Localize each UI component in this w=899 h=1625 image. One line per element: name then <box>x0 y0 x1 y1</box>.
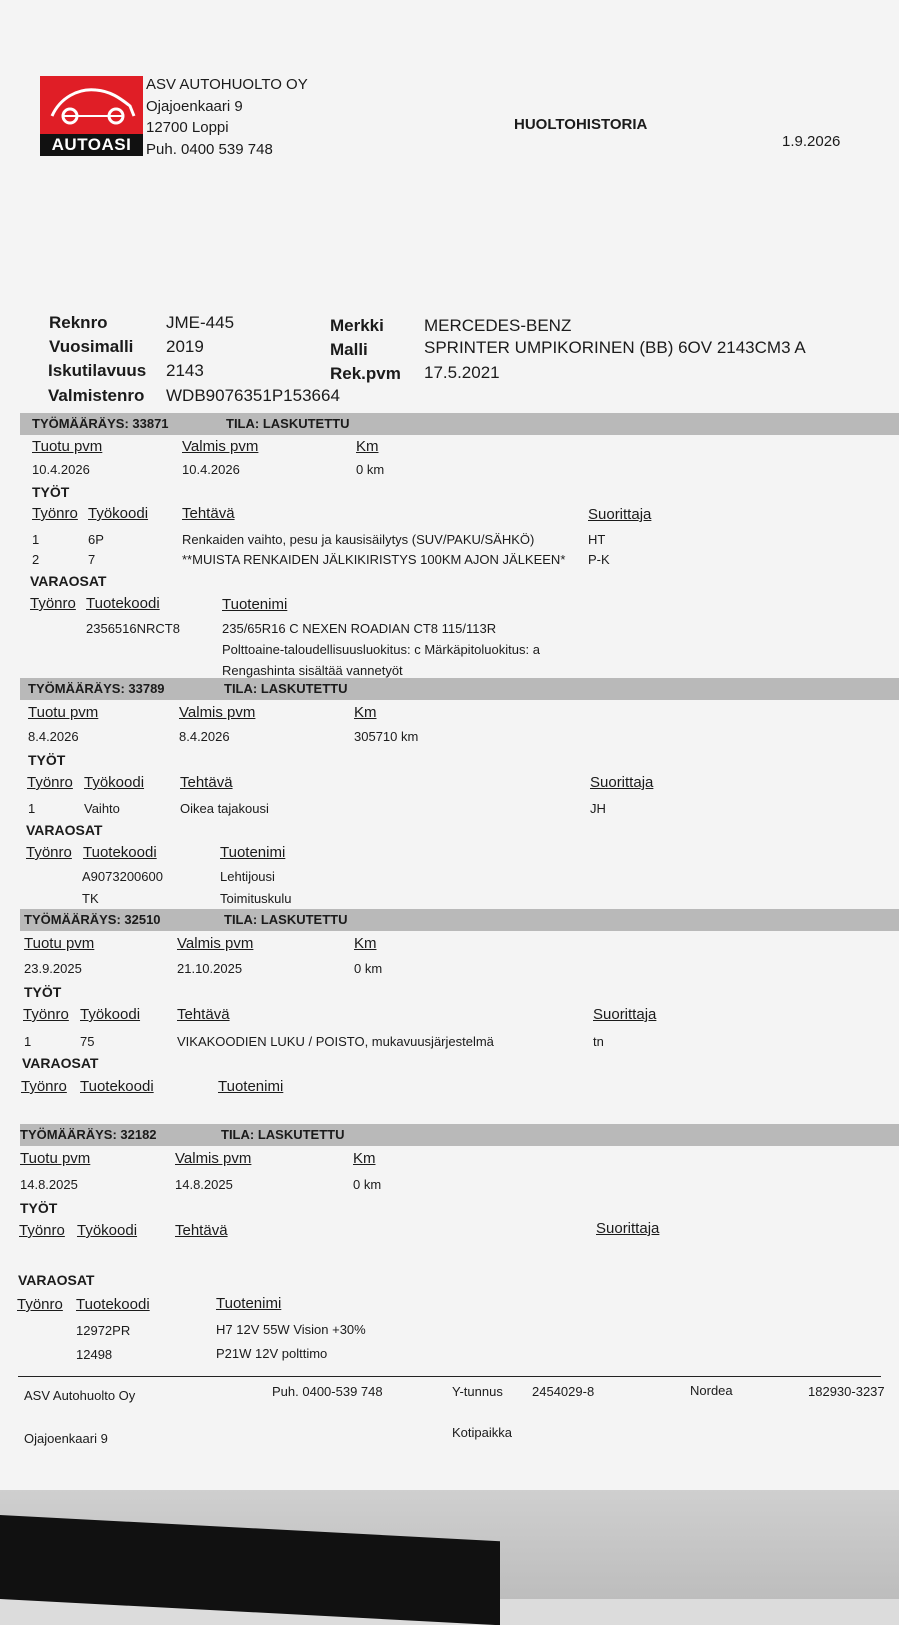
valmis-header: Valmis pvm <box>175 1150 252 1167</box>
suorittaja-header: Suorittaja <box>593 1006 657 1023</box>
work-order-header <box>20 413 899 435</box>
footer-divider <box>18 1376 881 1377</box>
tyot-heading: TYÖT <box>32 484 70 500</box>
tuotenimi-header: Tuotenimi <box>218 1078 284 1095</box>
vuosimalli-label: Vuosimalli <box>49 337 134 356</box>
tyonro-header: Työnro <box>19 1222 65 1239</box>
varaosat-heading: VARAOSAT <box>22 1055 99 1071</box>
valmis-value: 8.4.2026 <box>179 729 230 744</box>
valmistenro-label: Valmistenro <box>48 386 145 405</box>
tuotu-value: 23.9.2025 <box>24 961 82 976</box>
part-name: P21W 12V polttimo <box>216 1346 328 1361</box>
suorittaja-header: Suorittaja <box>588 506 652 523</box>
footer-bank: Nordea <box>690 1383 733 1398</box>
part-name: Rengashinta sisältää vannetyöt <box>222 663 403 678</box>
job-performer: P-K <box>588 552 610 567</box>
km-header: Km <box>354 704 377 721</box>
logo-text: AUTOASI <box>40 134 143 156</box>
km-value: 0 km <box>354 961 383 976</box>
tuotu-header: Tuotu pvm <box>20 1150 91 1167</box>
part-name: Polttoaine-taloudellisuusluokitus: c Märkäpitoluokitus: a <box>222 642 540 657</box>
reknro-value: JME-445 <box>166 313 235 332</box>
job-task: **MUISTA RENKAIDEN JÄLKIKIRISTYS 100KM AJON JÄLKEEN* <box>182 552 566 567</box>
tuotu-header: Tuotu pvm <box>28 704 99 721</box>
car-icon <box>40 76 143 134</box>
tyonro-header: Työnro <box>27 774 73 791</box>
part-name: Lehtijousi <box>220 869 275 884</box>
footer-company: ASV Autohuolto Oy <box>24 1388 136 1403</box>
job-code: 6P <box>88 532 104 547</box>
tyot-heading: TYÖT <box>28 752 66 768</box>
suorittaja-header: Suorittaja <box>596 1220 660 1237</box>
valmis-value: 21.10.2025 <box>177 961 243 976</box>
footer-phone: Puh. 0400-539 748 <box>272 1384 383 1399</box>
job-performer: JH <box>590 801 606 816</box>
tyot-heading: TYÖT <box>24 984 62 1000</box>
valmis-header: Valmis pvm <box>179 704 256 721</box>
order-status: TILA: LASKUTETTU <box>221 1127 345 1142</box>
work-order-header <box>20 909 899 931</box>
tyokoodi-header: Työkoodi <box>80 1006 141 1023</box>
tehtava-header: Tehtävä <box>180 774 233 791</box>
work-order-header <box>20 1124 899 1146</box>
tuotenimi-header: Tuotenimi <box>222 596 288 613</box>
order-status: TILA: LASKUTETTU <box>226 416 350 431</box>
varaosat-heading: VARAOSAT <box>26 822 103 838</box>
iskutilavuus-value: 2143 <box>166 361 204 380</box>
document-title: HUOLTOHISTORIA <box>514 116 648 133</box>
job-code: Vaihto <box>84 801 120 816</box>
document-date: 1.9.2026 <box>782 133 841 150</box>
iskutilavuus-label: Iskutilavuus <box>48 361 147 380</box>
footer-kotipaikka: Kotipaikka <box>452 1425 512 1440</box>
part-code: 2356516NRCT8 <box>86 621 180 636</box>
job-task: VIKAKOODIEN LUKU / POISTO, mukavuusjärjestelmä <box>177 1034 494 1049</box>
job-task: Oikea tajakousi <box>180 801 269 816</box>
valmis-header: Valmis pvm <box>182 438 259 455</box>
tehtava-header: Tehtävä <box>175 1222 228 1239</box>
tyonro-header: Työnro <box>21 1078 67 1095</box>
job-code: 75 <box>80 1034 95 1049</box>
valmis-header: Valmis pvm <box>177 935 254 952</box>
tyonro-header: Työnro <box>30 595 76 612</box>
km-header: Km <box>354 935 377 952</box>
km-value: 0 km <box>356 462 385 477</box>
job-nro: 2 <box>32 552 40 567</box>
tuotenimi-header: Tuotenimi <box>220 844 286 861</box>
company-city: 12700 Loppi <box>146 119 229 136</box>
part-name: Toimituskulu <box>220 891 292 906</box>
job-performer: HT <box>588 532 606 547</box>
order-number: TYÖMÄÄRÄYS: 33871 <box>32 416 169 431</box>
malli-value: SPRINTER UMPIKORINEN (BB) 6OV 2143CM3 A <box>424 338 806 357</box>
tuotu-header: Tuotu pvm <box>32 438 103 455</box>
footer-account: 182930-3237 <box>808 1384 885 1399</box>
rekpvm-value: 17.5.2021 <box>424 363 500 382</box>
tuotekoodi-header: Tuotekoodi <box>80 1078 154 1095</box>
tuotekoodi-header: Tuotekoodi <box>83 844 157 861</box>
part-code: TK <box>82 891 99 906</box>
company-street: Ojajoenkaari 9 <box>146 98 243 115</box>
reknro-label: Reknro <box>49 313 108 332</box>
part-code: 12498 <box>76 1347 113 1362</box>
suorittaja-header: Suorittaja <box>590 774 654 791</box>
company-phone: Puh. 0400 539 748 <box>146 141 273 158</box>
order-number: TYÖMÄÄRÄYS: 33789 <box>28 681 165 696</box>
part-name: 235/65R16 C NEXEN ROADIAN CT8 115/113R <box>222 621 497 636</box>
km-header: Km <box>356 438 379 455</box>
varaosat-heading: VARAOSAT <box>30 573 107 589</box>
valmis-value: 14.8.2025 <box>175 1177 233 1192</box>
varaosat-heading: VARAOSAT <box>18 1272 95 1288</box>
tuotekoodi-header: Tuotekoodi <box>86 595 160 612</box>
work-order-header <box>20 678 899 700</box>
km-header: Km <box>353 1150 376 1167</box>
tehtava-header: Tehtävä <box>177 1006 230 1023</box>
tuotu-value: 14.8.2025 <box>20 1177 78 1192</box>
order-status: TILA: LASKUTETTU <box>224 681 348 696</box>
footer-ytunnus-label: Y-tunnus <box>452 1384 503 1399</box>
malli-label: Malli <box>330 340 368 359</box>
tyonro-header: Työnro <box>23 1006 69 1023</box>
job-task: Renkaiden vaihto, pesu ja kausisäilytys (SUV/PAKU/SÄHKÖ) <box>182 532 535 547</box>
part-code: 12972PR <box>76 1323 131 1338</box>
km-value: 0 km <box>353 1177 382 1192</box>
tyokoodi-header: Työkoodi <box>88 505 149 522</box>
order-number: TYÖMÄÄRÄYS: 32182 <box>20 1127 157 1142</box>
tyonro-header: Työnro <box>26 844 72 861</box>
merkki-label: Merkki <box>330 316 384 335</box>
order-status: TILA: LASKUTETTU <box>224 912 348 927</box>
vuosimalli-value: 2019 <box>166 337 204 356</box>
job-performer: tn <box>593 1034 604 1049</box>
job-code: 7 <box>88 552 96 567</box>
rekpvm-label: Rek.pvm <box>330 364 401 383</box>
tuotu-value: 10.4.2026 <box>32 462 90 477</box>
part-name: H7 12V 55W Vision +30% <box>216 1322 366 1337</box>
km-value: 305710 km <box>354 729 419 744</box>
tyokoodi-header: Työkoodi <box>84 774 145 791</box>
job-nro: 1 <box>24 1034 32 1049</box>
tuotekoodi-header: Tuotekoodi <box>76 1296 150 1313</box>
valmis-value: 10.4.2026 <box>182 462 240 477</box>
job-nro: 1 <box>28 801 36 816</box>
tuotenimi-header: Tuotenimi <box>216 1295 282 1312</box>
company-logo <box>40 76 143 156</box>
valmistenro-value: WDB9076351P153664 <box>166 386 340 405</box>
company-name: ASV AUTOHUOLTO OY <box>146 76 308 93</box>
footer-ytunnus: 2454029-8 <box>532 1384 595 1399</box>
tyokoodi-header: Työkoodi <box>77 1222 138 1239</box>
part-code: A9073200600 <box>82 869 163 884</box>
job-nro: 1 <box>32 532 40 547</box>
tehtava-header: Tehtävä <box>182 505 235 522</box>
tyonro-header: Työnro <box>32 505 78 522</box>
tuotu-value: 8.4.2026 <box>28 729 79 744</box>
footer-address: Ojajoenkaari 9 <box>24 1431 108 1446</box>
order-number: TYÖMÄÄRÄYS: 32510 <box>24 912 161 927</box>
tyot-heading: TYÖT <box>20 1200 58 1216</box>
tyonro-header: Työnro <box>17 1296 63 1313</box>
merkki-value: MERCEDES-BENZ <box>424 316 572 335</box>
tuotu-header: Tuotu pvm <box>24 935 95 952</box>
